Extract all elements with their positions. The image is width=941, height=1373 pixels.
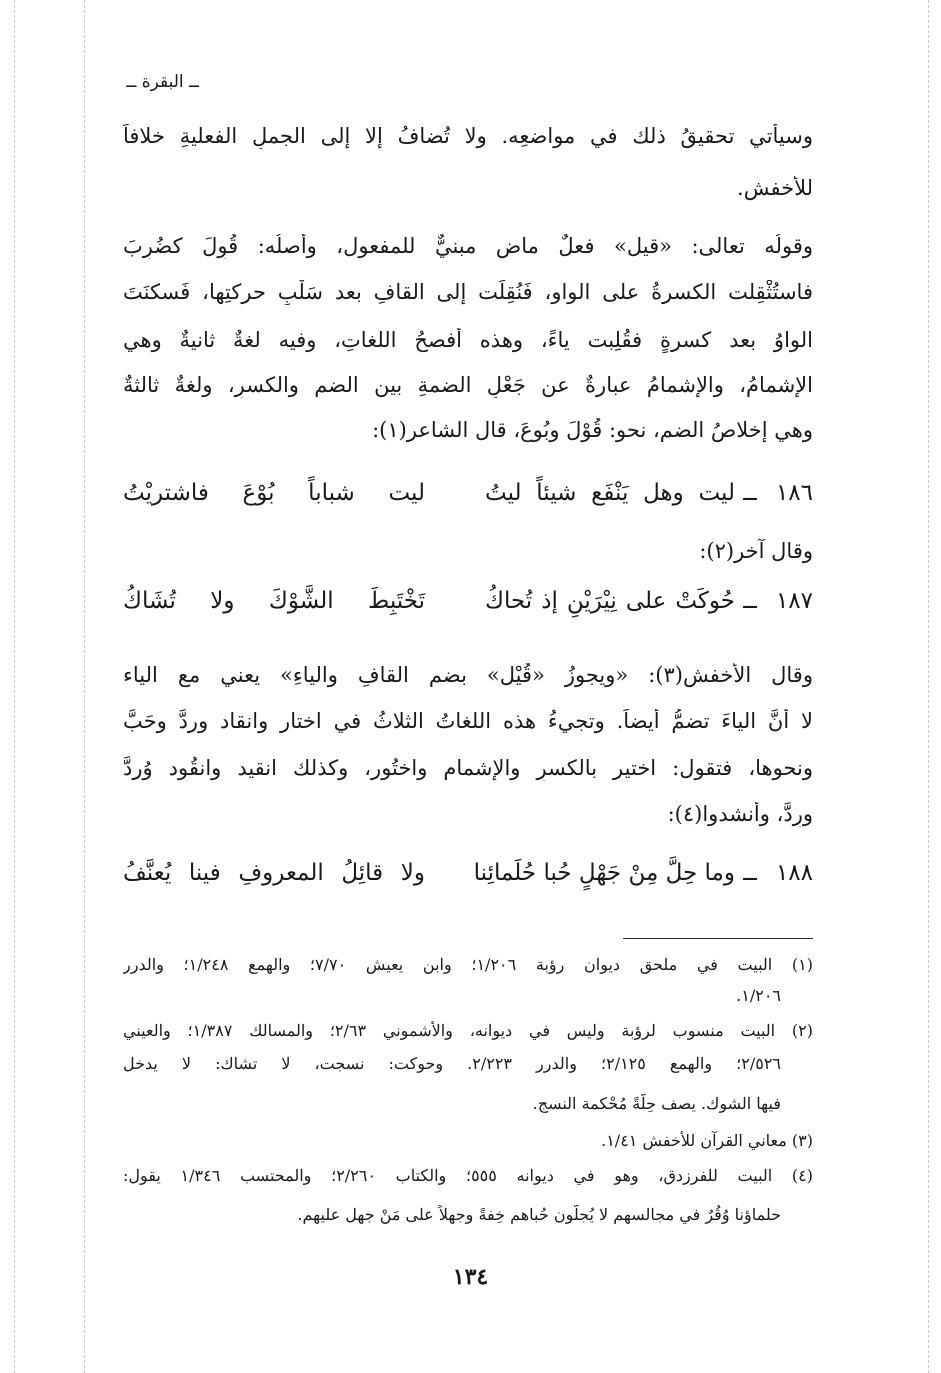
footnote-1-line: (١) البيت في ملحق ديوان رؤبة ١/٢٠٦؛ وابن يعيش ٧/٧٠؛ والهمع ١/٢٤٨؛ والدرر xyxy=(123,955,813,974)
verse-186 xyxy=(123,480,813,506)
verse-number: ١٨٦ xyxy=(775,480,813,506)
text-line: وقولُه تعالى: «قيل» فعلٌ ماضٍ مبنيٌّ للمفعول، وأصلُه: قُوِلَ كضُرِبَ xyxy=(123,234,813,258)
verse-187 xyxy=(123,588,813,614)
text-line: لا أنَّ الياءَ تضمُّ أيضاً. وتجيءُ هذه اللغاتُ الثلاثُ في اختار وانقاد وردَّ وحَبَّ xyxy=(123,709,813,733)
verse-hemistich-second: تَخْتَبِطَ الشَّوْكَ ولا تُشَاكُ xyxy=(123,588,425,614)
footnote-2-line: ٢/٥٢٦؛ والهمع ٢/١٢٥؛ والدرر ٢/٢٢٣. وحوكت: نسجت، لا تشاك: لا يدخل xyxy=(123,1054,781,1073)
verse-dash: ــ xyxy=(743,588,757,614)
verse-dash: ــ xyxy=(743,480,757,506)
gutter-line xyxy=(928,0,929,1373)
running-header: ــ البقرة ــ xyxy=(126,72,199,92)
footnote-separator xyxy=(623,938,813,939)
gutter-line xyxy=(14,0,15,1373)
text-line: فاستُثْقِلت الكسرةُ على الواو، فَنُقِلَت إلى القافِ بعد سَلْبِ حركتِها، فَسكنَتَ xyxy=(123,280,813,304)
verse-hemistich-second: ولا قائِلُ المعروفِ فينا يُعنَّفُ xyxy=(123,860,425,886)
text-line: ونحوها، فتقول: اختير بالكسرِ والإشمامِ واختُور، وكذلك انقيد وانقُود وُردَّ xyxy=(123,756,813,780)
footnote-4-line: حلماؤنا وُقُرٌ في مجالسهم لا يُجلُّون حُباهم خِفةً وجهلاً على مَنْ جهل عليهم. xyxy=(297,1205,781,1224)
page-number: ١٣٤ xyxy=(452,1264,489,1290)
verse-number: ١٨٨ xyxy=(775,860,813,886)
verse-hemistich-first: وما حِلَّ مِنْ جَهْلٍ حُبا حُلَمائِنا xyxy=(473,860,735,886)
text-line: وقال آخر(٢): xyxy=(699,539,813,563)
footnote-3-line: (٣) معاني القرآن للأخفش ١/٤١. xyxy=(601,1131,813,1150)
verse-number: ١٨٧ xyxy=(775,588,813,614)
text-line: الإشمامُ، والإشمامُ عبارةٌ عن جَعْلِ الضمةِ بين الضم والكسرِ، ولغةٌ ثالثةٌ xyxy=(123,373,813,397)
text-line: وقال الأخفش(٣): «ويجوزُ «قُيْل» بضم القافِ والياءِ» يعني مع الياء xyxy=(123,663,813,687)
verse-dash: ــ xyxy=(743,860,757,886)
text-line: وسيأتي تحقيقُ ذلك في مواضعِه. ولا تُضافُ إلا إلى الجملِ الفعليةِ خلافاً xyxy=(123,124,813,148)
verse-hemistich-first: حُوكَتْ على نِيْرَيْنِ إذ تُحاكُ xyxy=(485,588,735,614)
gutter-line xyxy=(84,0,85,1373)
text-line: وهي إخلاصُ الضم، نحو: قُوْلَ وبُوعَ، قال الشاعر(١): xyxy=(372,418,813,442)
text-line: للأخفش. xyxy=(737,176,813,200)
verse-188 xyxy=(123,860,813,886)
footnote-2-line: فيها الشوك. يصف حِلّةً مُحْكمة النسج. xyxy=(532,1094,781,1113)
verse-hemistich-first: ليت وهل يَنْفَع شيئاً ليتُ xyxy=(485,480,735,506)
footnote-2-line: (٢) البيت منسوب لرؤبة وليس في ديوانه، والأشموني ٢/٦٣؛ والمسالك ١/٣٨٧؛ والعيني xyxy=(123,1021,813,1040)
text-line: الواوُ بعد كسرةٍ فقُلِبت ياءً، وهذه أفصحُ اللغاتِ، وفيه لغةٌ ثانيةٌ وهي xyxy=(123,328,813,352)
footnote-4-line: (٤) البيت للفرزدق، وهو في ديوانه ٥٥٥؛ والكتاب ٢/٢٦٠؛ والمحتسب ١/٣٤٦ يقول: xyxy=(123,1166,813,1185)
footnote-1-line: ١/٢٠٦. xyxy=(736,986,781,1005)
verse-hemistich-second: ليت شباباً بُوْعَ فاشتريْتُ xyxy=(123,480,425,506)
text-line: ورِدَّ، وأنشدوا(٤): xyxy=(667,802,813,826)
